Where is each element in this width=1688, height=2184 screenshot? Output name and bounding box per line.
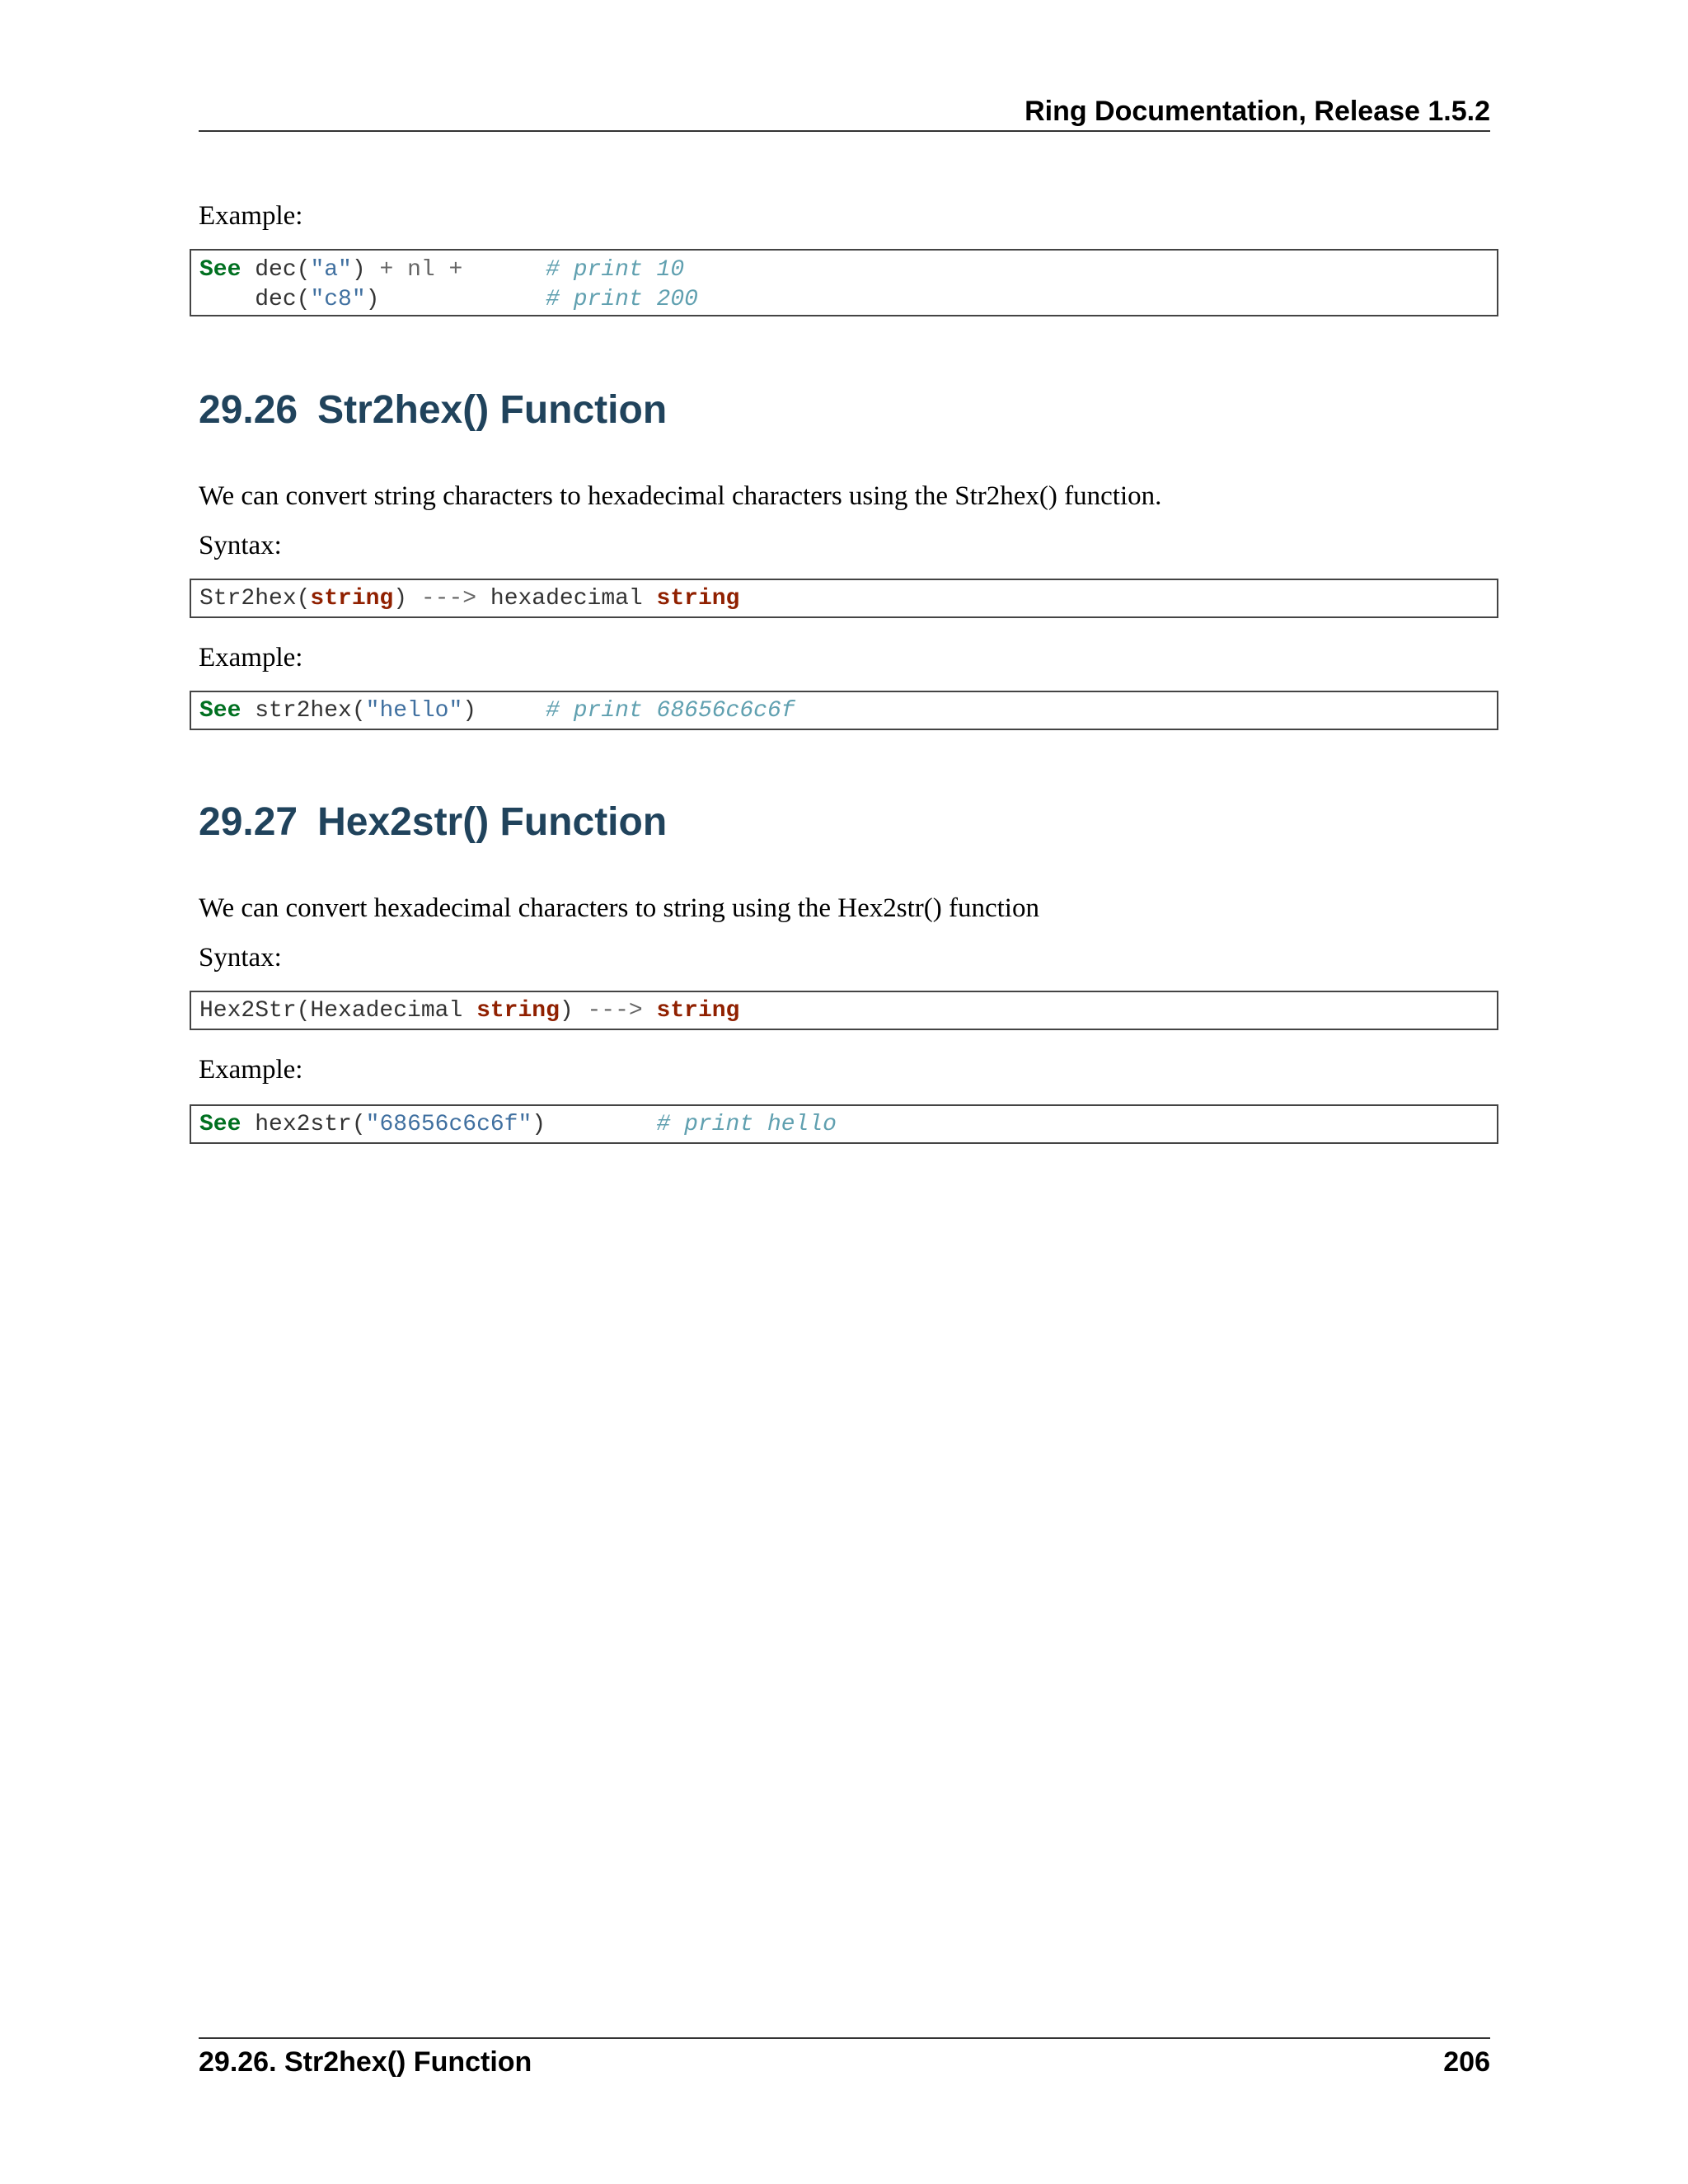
footer-divider — [199, 2037, 1490, 2039]
running-header: Ring Documentation, Release 1.5.2 — [199, 91, 1490, 132]
code-string: "c8" — [310, 287, 366, 312]
section-description: We can convert hexadecimal characters to string using the Hex2str() function — [199, 893, 1039, 923]
code-padding — [462, 257, 546, 283]
code-type: string — [656, 586, 740, 612]
code-text: ) — [462, 698, 477, 724]
code-type: string — [656, 998, 740, 1024]
code-type: string — [476, 998, 560, 1024]
code-text: ) — [532, 1112, 546, 1137]
syntax-label: Syntax: — [199, 943, 282, 972]
code-string: "hello" — [365, 698, 463, 724]
code-indent — [199, 287, 255, 312]
code-padding — [476, 698, 546, 724]
keyword: See — [199, 257, 241, 283]
code-padding — [379, 287, 546, 312]
code-operator: ---> — [407, 586, 490, 612]
code-text: dec( — [241, 257, 311, 283]
code-text: hexadecimal — [490, 586, 657, 612]
code-comment: # print 68656c6c6f — [546, 698, 795, 724]
footer-section-title: 29.26. Str2hex() Function — [199, 2046, 532, 2078]
code-padding — [546, 1112, 656, 1137]
code-text: dec( — [255, 287, 311, 312]
code-text: ) — [393, 586, 408, 612]
code-type: string — [310, 586, 394, 612]
code-text: Str2hex( — [199, 586, 311, 612]
running-footer — [199, 2044, 1490, 2080]
keyword: See — [199, 1112, 241, 1137]
code-block-hex2str-syntax — [190, 991, 1498, 1030]
section-description: We can convert string characters to hexadecimal characters using the Str2hex() function. — [199, 481, 1162, 511]
code-string: "a" — [310, 257, 352, 283]
keyword: See — [199, 698, 241, 724]
syntax-label: Syntax: — [199, 531, 282, 560]
section-title: Hex2str() Function — [317, 800, 668, 844]
example-label: Example: — [199, 643, 303, 673]
code-text: ) — [365, 287, 380, 312]
code-comment: # print hello — [656, 1112, 837, 1137]
code-text: Hex2Str(Hexadecimal — [199, 998, 477, 1024]
code-block-dec — [190, 249, 1498, 316]
code-text: ) — [351, 257, 366, 283]
code-text: hex2str( — [241, 1112, 366, 1137]
section-heading-str2hex — [199, 386, 667, 435]
page-number: 206 — [1443, 2046, 1490, 2078]
code-comment: # print 200 — [546, 287, 698, 312]
section-title: Str2hex() Function — [317, 388, 668, 432]
code-text: ) — [559, 998, 574, 1024]
example-label: Example: — [199, 201, 303, 231]
section-number: 29.26 — [199, 388, 298, 432]
example-label: Example: — [199, 1055, 303, 1085]
code-text: str2hex( — [241, 698, 366, 724]
section-heading-hex2str — [199, 798, 667, 847]
code-block-hex2str-example — [190, 1104, 1498, 1144]
code-operator: + nl + — [365, 257, 463, 283]
code-operator: ---> — [573, 998, 657, 1024]
code-block-str2hex-syntax — [190, 579, 1498, 618]
code-block-str2hex-example — [190, 691, 1498, 730]
section-number: 29.27 — [199, 800, 298, 844]
code-comment: # print 10 — [546, 257, 685, 283]
code-string: "68656c6c6f" — [365, 1112, 532, 1137]
